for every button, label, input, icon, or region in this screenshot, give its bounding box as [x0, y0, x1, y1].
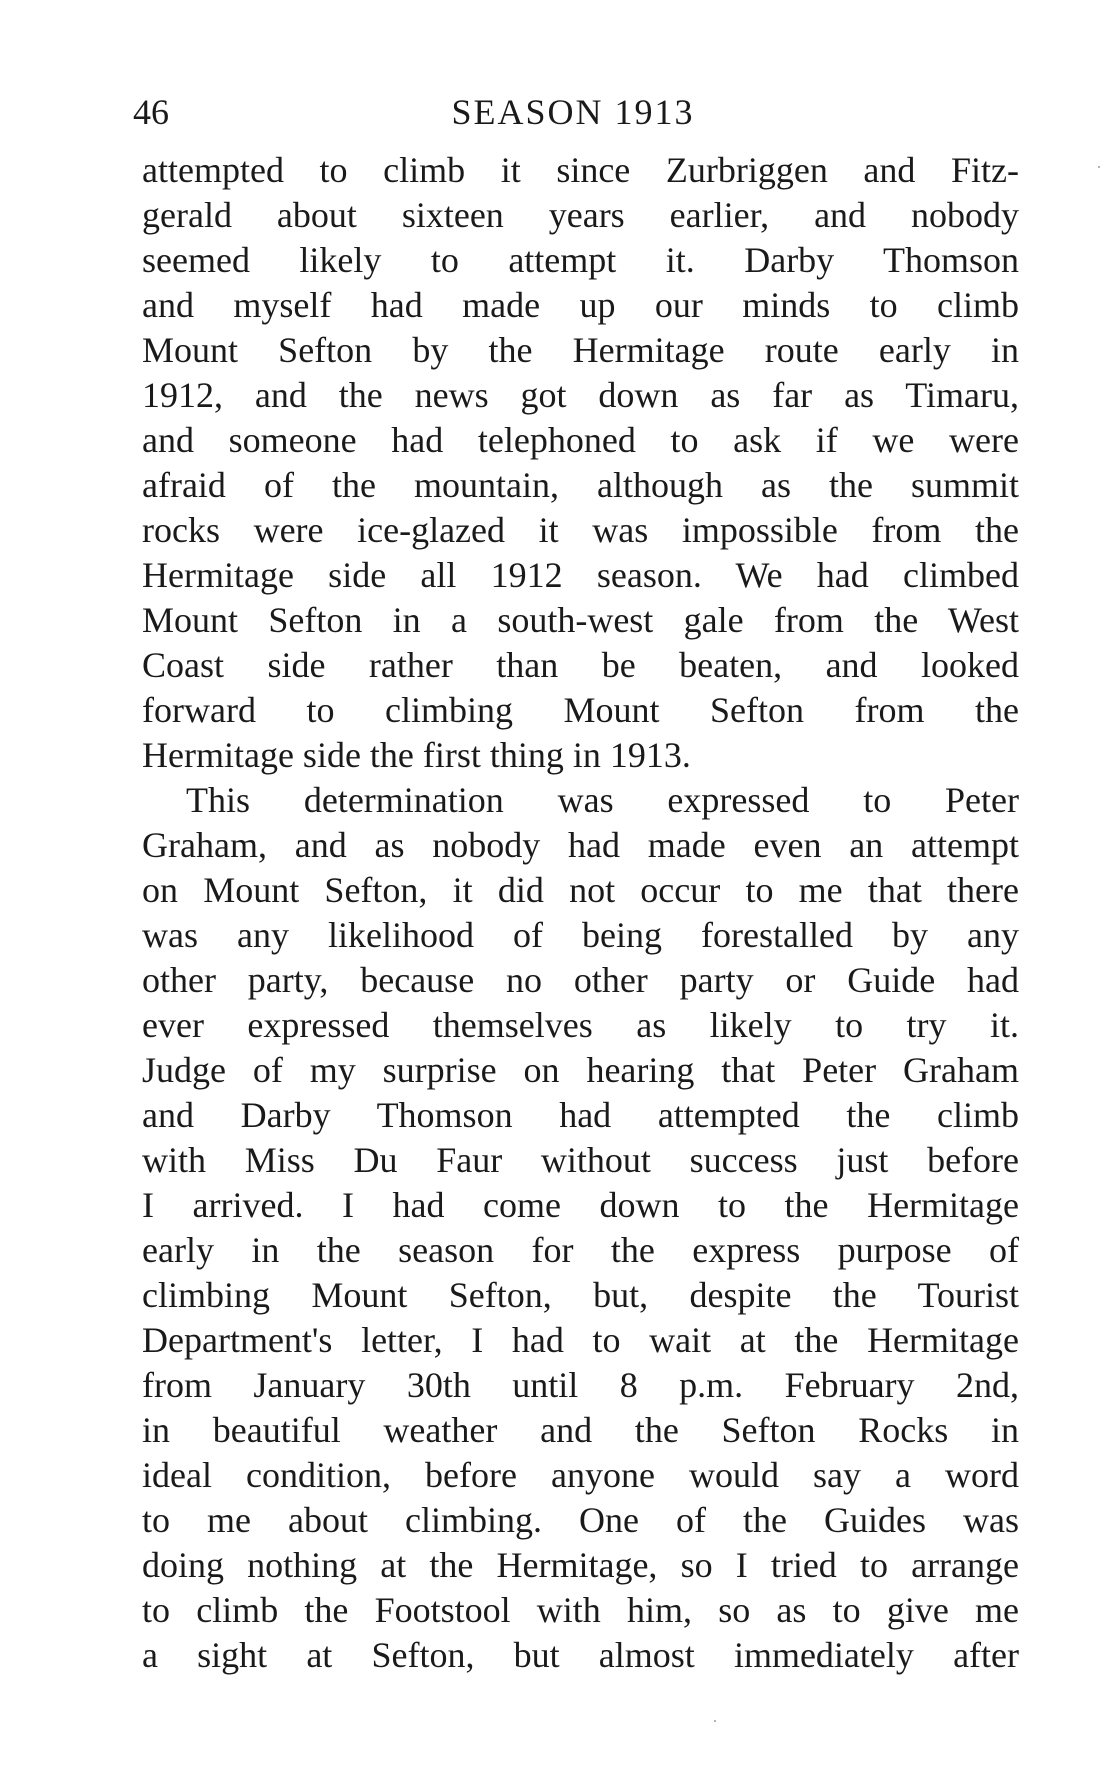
body-text: [142, 148, 1019, 1678]
text-line: 1912, and the news got down as far as Timaru,: [142, 375, 1019, 415]
text-line: a sight at Sefton, but almost immediately after: [142, 1635, 1019, 1675]
scan-speck: [714, 1720, 716, 1722]
text-line: to climb the Footstool with him, so as to give me: [142, 1590, 1019, 1630]
text-line: afraid of the mountain, although as the summit: [142, 465, 1019, 505]
paragraph: [142, 778, 1019, 1678]
text-line: attempted to climb it since Zurbriggen and Fitz-: [142, 150, 1019, 190]
text-line: I arrived. I had come down to the Hermitage: [142, 1185, 1019, 1225]
text-line: ideal condition, before anyone would say a word: [142, 1455, 1019, 1495]
text-line: in beautiful weather and the Sefton Rocks in: [142, 1410, 1019, 1450]
running-head: SEASON 1913: [451, 92, 695, 132]
text-line: doing nothing at the Hermitage, so I tried to arrange: [142, 1545, 1019, 1585]
text-line: Hermitage side the first thing in 1913.: [142, 735, 691, 775]
text-line: from January 30th until 8 p.m. February 2nd,: [142, 1365, 1019, 1405]
text-line: Graham, and as nobody had made even an attempt: [142, 825, 1019, 865]
page-number: 46: [133, 92, 169, 132]
text-line: gerald about sixteen years earlier, and nobody: [142, 195, 1019, 235]
paragraph: [142, 148, 1019, 778]
text-line: Mount Sefton by the Hermitage route early in: [142, 330, 1019, 370]
text-line: rocks were ice-glazed it was impossible from the: [142, 510, 1019, 550]
text-line: with Miss Du Faur without success just before: [142, 1140, 1019, 1180]
text-line: on Mount Sefton, it did not occur to me that there: [142, 870, 1019, 910]
text-line: Coast side rather than be beaten, and looked: [142, 645, 1019, 685]
text-line: Mount Sefton in a south-west gale from the West: [142, 600, 1019, 640]
text-line: to me about climbing. One of the Guides was: [142, 1500, 1019, 1540]
text-line: ever expressed themselves as likely to try it.: [142, 1005, 1019, 1045]
text-line: Judge of my surprise on hearing that Peter Graham: [142, 1050, 1019, 1090]
page-header: [133, 86, 1019, 138]
text-line: forward to climbing Mount Sefton from the: [142, 690, 1019, 730]
text-line: and Darby Thomson had attempted the climb: [142, 1095, 1019, 1135]
text-line: Hermitage side all 1912 season. We had climbed: [142, 555, 1019, 595]
scan-speck: [1098, 166, 1100, 168]
text-line: other party, because no other party or Guide had: [142, 960, 1019, 1000]
text-line: and myself had made up our minds to climb: [142, 285, 1019, 325]
text-line: seemed likely to attempt it. Darby Thomson: [142, 240, 1019, 280]
text-line: early in the season for the express purpose of: [142, 1230, 1019, 1270]
text-line: This determination was expressed to Peter: [186, 780, 1019, 820]
text-line: Department's letter, I had to wait at the Hermitage: [142, 1320, 1019, 1360]
text-line: climbing Mount Sefton, but, despite the Tourist: [142, 1275, 1019, 1315]
text-line: was any likelihood of being forestalled by any: [142, 915, 1019, 955]
text-line: and someone had telephoned to ask if we were: [142, 420, 1019, 460]
